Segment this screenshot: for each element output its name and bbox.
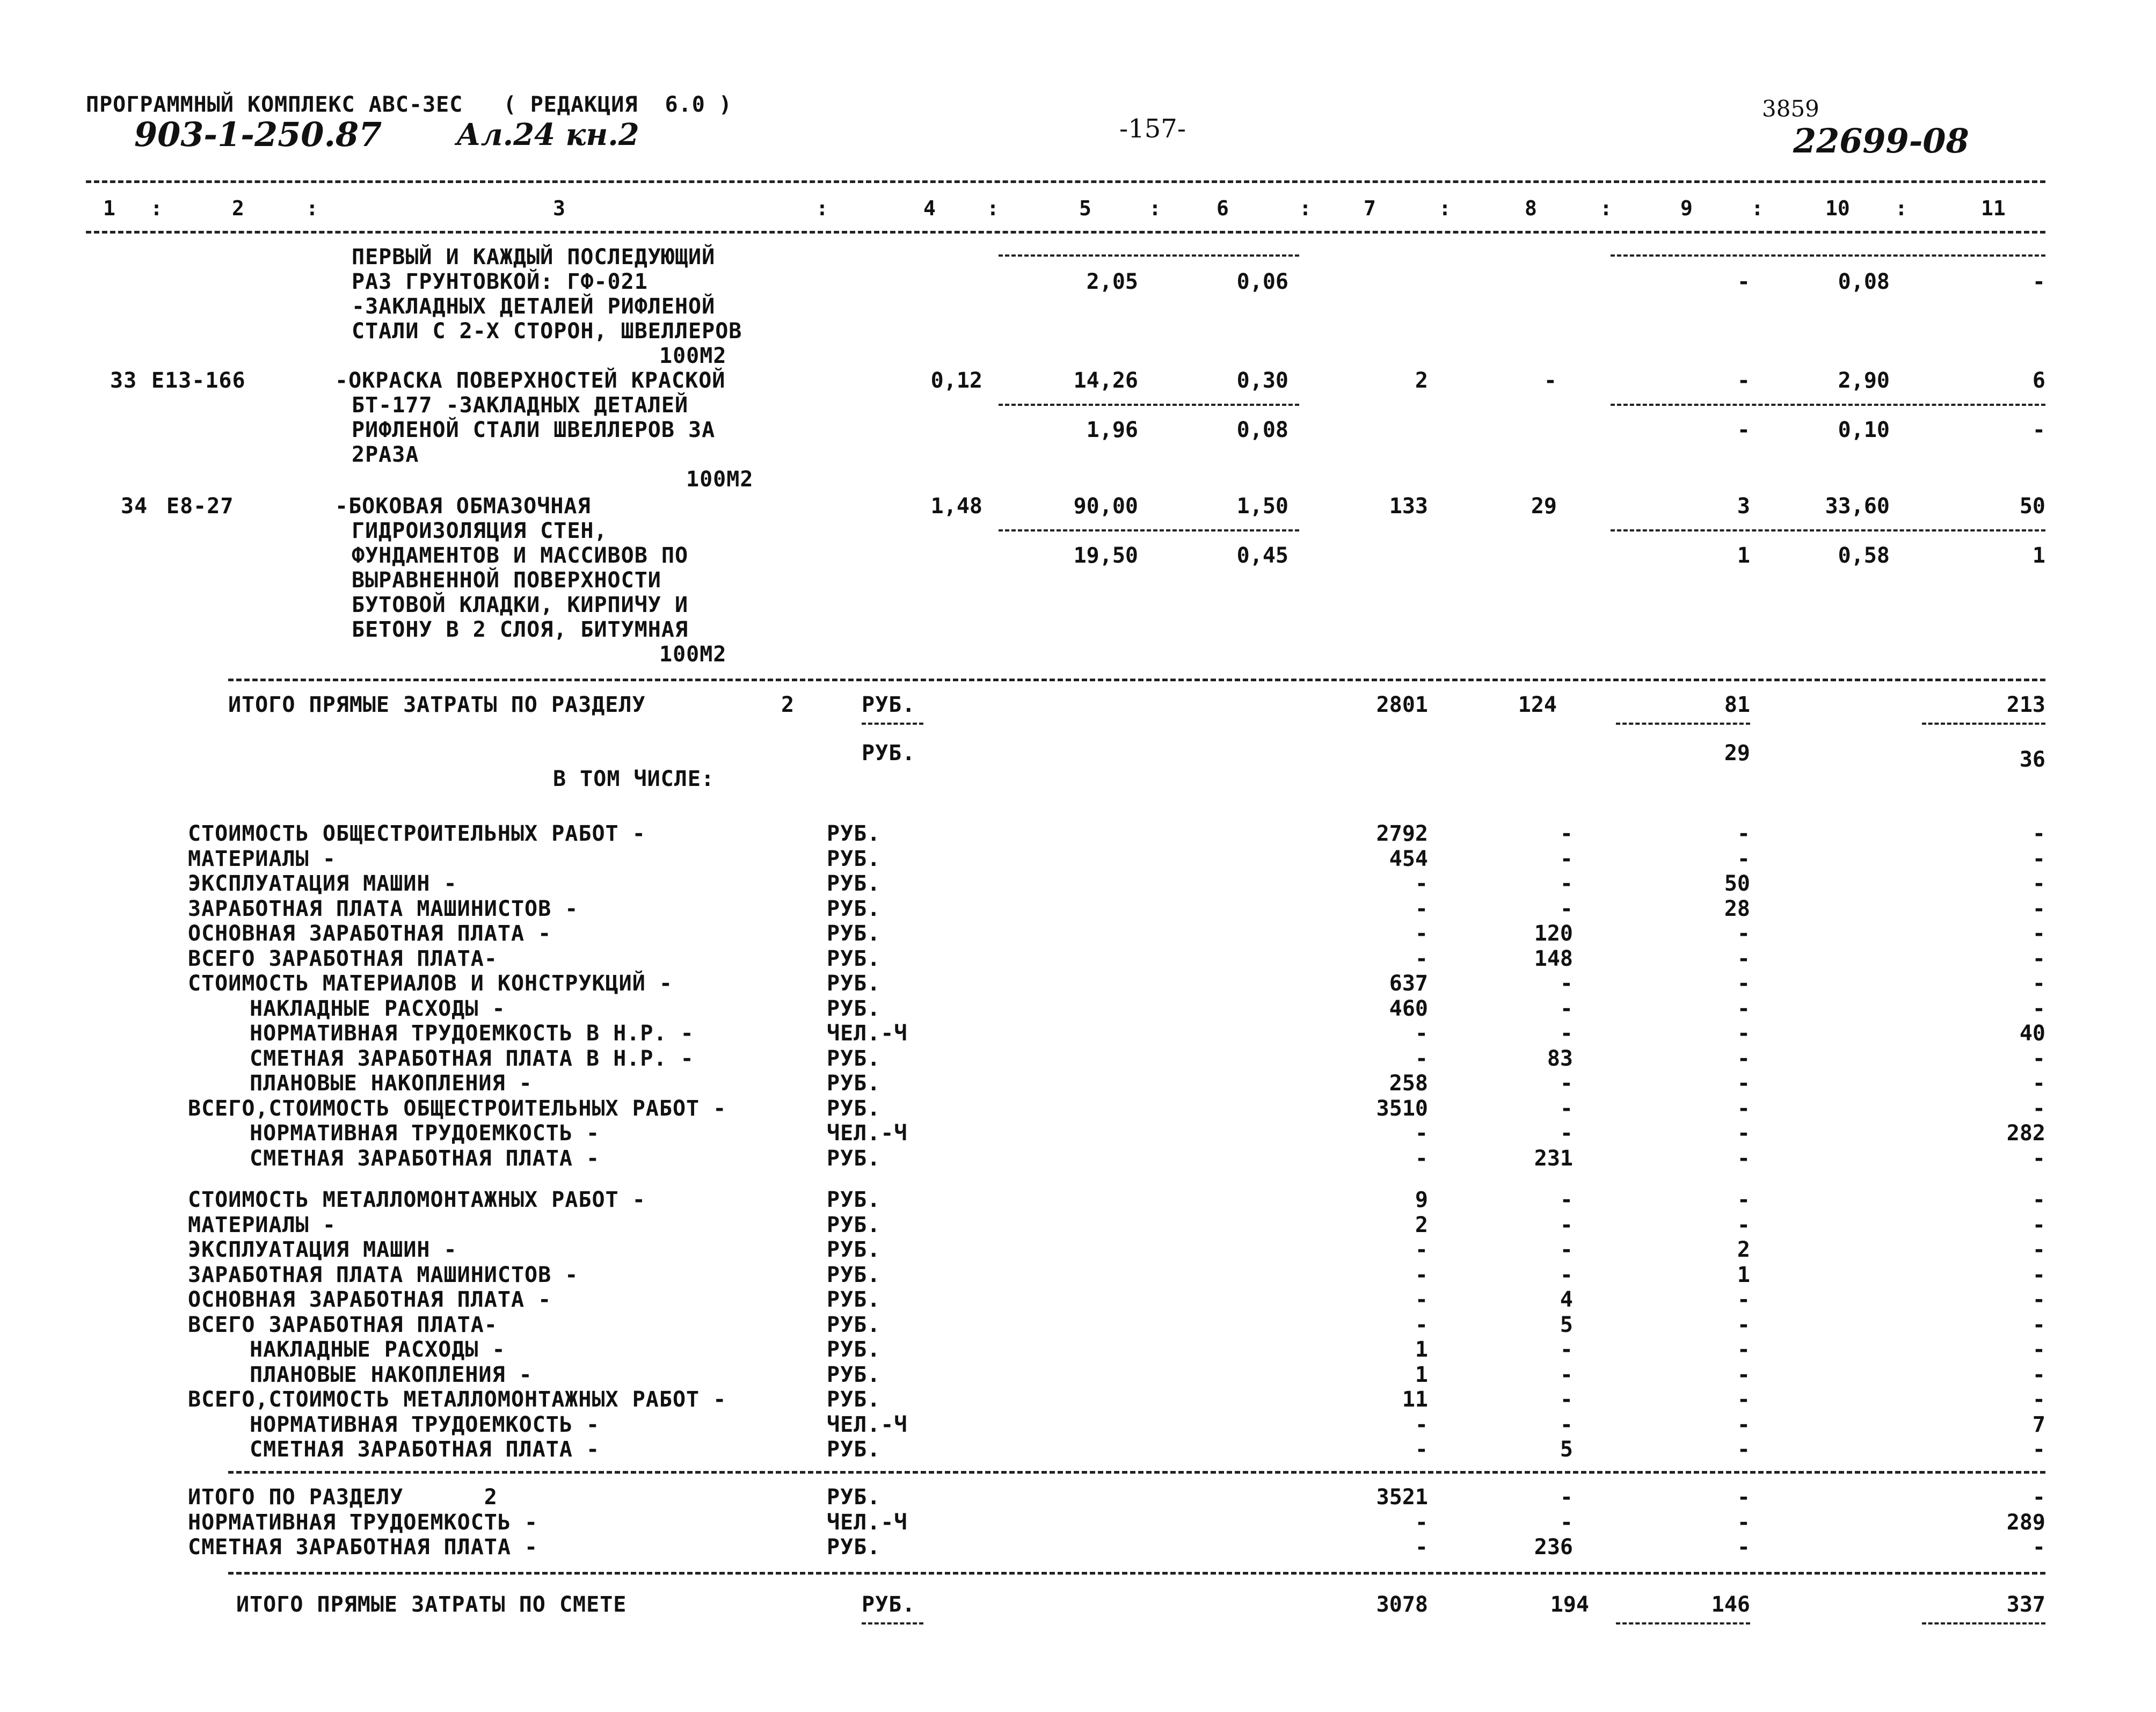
summary-label: ВСЕГО,СТОИМОСТЬ ОБЩЕСТРОИТЕЛЬНЫХ РАБОТ - [188,1096,727,1121]
cell-c7: - [1415,896,1428,921]
col-11: 11 [1981,196,2006,220]
cell-c8: 120 [1534,921,1573,946]
summary-label: МАТЕРИАЛЫ - [188,846,336,871]
row-text-line: БТ-177 -ЗАКЛАДНЫХ ДЕТАЛЕЙ [352,393,689,418]
cell-c11: - [2032,1046,2045,1071]
cell-c7: - [1415,1437,1428,1462]
col-sep: : [306,196,318,220]
cell-c11: - [2032,1312,2045,1337]
cell-c8: 29 [1531,494,1557,519]
cell-c9: - [1737,1535,1750,1560]
stamp-number-top: 3859 [1762,96,1819,122]
cell-c8: 4 [1560,1287,1573,1312]
summary-unit: РУБ. [827,1287,881,1312]
summary-label: НАКЛАДНЫЕ РАСХОДЫ - [250,996,506,1021]
summary-label: ОСНОВНАЯ ЗАРАБОТНАЯ ПЛАТА - [188,921,552,946]
cell-c11: 337 [2006,1592,2045,1617]
cell-c9: - [1737,1021,1750,1046]
cell-c9: - [1737,1096,1750,1121]
cell-c11b: 36 [2019,747,2045,772]
cell-c11a: 6 [2032,368,2045,393]
summary-unit: ЧЕЛ.-Ч [827,1510,908,1535]
row-text-line: ФУНДАМЕНТОВ И МАССИВОВ ПО [352,543,689,568]
row-text-line: ВЫРАВНЕННОЙ ПОВЕРХНОСТИ [352,568,661,593]
summary-label: ВСЕГО ЗАРАБОТНАЯ ПЛАТА- [188,1312,498,1337]
col-1: 1 [103,196,115,220]
row-text-line: -ОКРАСКА ПОВЕРХНОСТЕЙ КРАСКОЙ [335,368,726,393]
section-rule [228,1471,2045,1474]
cell-divider [1616,1622,1750,1624]
cell-c8: - [1560,1121,1573,1146]
cell-c9: - [1737,1146,1750,1171]
cell-c11: 282 [2006,1121,2045,1146]
summary-unit: РУБ. [827,871,881,896]
cell-c7: - [1415,1510,1428,1535]
cell-c8: 194 [1550,1592,1589,1617]
summary-unit: РУБ. [827,1337,881,1362]
unit-underline [862,723,923,725]
total-label: ИТОГО ПРЯМЫЕ ЗАТРАТЫ ПО РАЗДЕЛУ [228,693,646,717]
row-unit: 100М2 [659,642,727,667]
summary-label: ВСЕГО,СТОИМОСТЬ МЕТАЛЛОМОНТАЖНЫХ РАБОТ - [188,1387,727,1412]
summary-label: ИТОГО ПО РАЗДЕЛУ 2 [188,1485,498,1510]
summary-label: СМЕТНАЯ ЗАРАБОТНАЯ ПЛАТА - [250,1437,600,1462]
cell-c7: 1 [1415,1362,1428,1387]
cell-c7: 1 [1415,1337,1428,1362]
cell-c8: - [1560,1071,1573,1096]
row-text-line: ГИДРОИЗОЛЯЦИЯ СТЕН, [352,519,608,543]
doc-reference: 903-1-250.87 [134,115,382,154]
summary-unit: ЧЕЛ.-Ч [827,1121,908,1146]
cell-c7: - [1415,1237,1428,1262]
summary-unit: РУБ. [827,1071,881,1096]
cell-c11: - [2032,1096,2045,1121]
col-4: 4 [923,196,936,220]
cell-c6b: 0,45 [1236,543,1288,568]
cell-c11: - [2032,921,2045,946]
cell-c8: - [1560,971,1573,996]
summary-label: СТОИМОСТЬ ОБЩЕСТРОИТЕЛЬНЫХ РАБОТ - [188,821,646,846]
cell-c11: - [2032,1212,2045,1237]
summary-unit: РУБ. [827,1535,881,1560]
cell-c8: 236 [1534,1535,1573,1560]
cell-c11: - [2032,1188,2045,1212]
cell-c9b: 1 [1737,543,1750,568]
cell-c8: - [1560,821,1573,846]
cell-c9: 146 [1711,1592,1750,1617]
cell-c8: - [1560,1212,1573,1237]
cell-c11: - [2032,1237,2045,1262]
row-code: Е8-27 [166,494,234,519]
cell-c9: 28 [1724,896,1750,921]
cell-c5b: 19,50 [1073,543,1138,568]
cell-c11: - [2032,1287,2045,1312]
row-text-line: РИФЛЕНОЙ СТАЛИ ШВЕЛЛЕРОВ ЗА [352,418,716,442]
cell-c7: 3521 [1376,1485,1428,1510]
cell-c11: - [2032,1387,2045,1412]
cell-c7: 2801 [1376,693,1428,717]
summary-unit: РУБ. [827,1188,881,1212]
summary-unit: РУБ. [827,1362,881,1387]
summary-unit: РУБ. [827,846,881,871]
cell-c7: 2792 [1376,821,1428,846]
total-label: ИТОГО ПРЯМЫЕ ЗАТРАТЫ ПО СМЕТЕ [236,1592,627,1617]
row-text-line: БЕТОНУ В 2 СЛОЯ, БИТУМНАЯ [352,617,689,642]
cell-c7: - [1415,1535,1428,1560]
cell-c7: - [1415,1021,1428,1046]
cell-c8: - [1560,871,1573,896]
cell-c10a: 33,60 [1825,494,1890,519]
cell-c9: 1 [1737,1262,1750,1287]
cell-c9: - [1737,996,1750,1021]
cell-c7: - [1415,1312,1428,1337]
row-divider [1611,254,2045,257]
summary-label: СТОИМОСТЬ МЕТАЛЛОМОНТАЖНЫХ РАБОТ - [188,1188,646,1212]
cell-c7: - [1415,871,1428,896]
cell-c7: 11 [1402,1387,1428,1412]
cell-c9: - [1737,1485,1750,1510]
cell-c4: 0,12 [930,368,982,393]
cell-c11: - [2032,996,2045,1021]
cell-c10a: 2,90 [1838,368,1890,393]
cell-c9: - [1737,1362,1750,1387]
cell-c7: 637 [1389,971,1428,996]
section-rule [228,1572,2045,1575]
summary-unit: РУБ. [827,896,881,921]
row-number: 33 [110,368,137,393]
col-8: 8 [1525,196,1537,220]
cell-c9: - [1737,1121,1750,1146]
total-unit: РУБ. [862,693,916,717]
col-6: 6 [1217,196,1229,220]
cell-c9: 50 [1724,871,1750,896]
cell-c7: - [1415,1146,1428,1171]
cell-c9: - [1737,1312,1750,1337]
summary-label: ОСНОВНАЯ ЗАРАБОТНАЯ ПЛАТА - [188,1287,552,1312]
row-unit: 100М2 [686,467,754,492]
cell-c11a: 213 [2006,693,2045,717]
summary-unit: РУБ. [827,1437,881,1462]
col-sep: : [1299,196,1312,220]
cell-c5b: 2,05 [1086,269,1138,294]
cell-c8: - [1560,1021,1573,1046]
summary-label: ЗАРАБОТНАЯ ПЛАТА МАШИНИСТОВ - [188,896,579,921]
col-5: 5 [1079,196,1091,220]
cell-c11: - [2032,1262,2045,1287]
summary-label: СМЕТНАЯ ЗАРАБОТНАЯ ПЛАТА - [250,1146,600,1171]
cell-c8: - [1560,1387,1573,1412]
cell-c7: 3078 [1376,1592,1428,1617]
summary-unit: РУБ. [827,821,881,846]
cell-c8: - [1560,1096,1573,1121]
cell-c8: - [1560,1188,1573,1212]
col-sep: : [1895,196,1907,220]
cell-c9: - [1737,1071,1750,1096]
summary-label: ПЛАНОВЫЕ НАКОПЛЕНИЯ - [250,1362,533,1387]
row-text-line: -БОКОВАЯ ОБМАЗОЧНАЯ [335,494,591,519]
cell-c8: 83 [1547,1046,1573,1071]
cell-c9: - [1737,821,1750,846]
row-code: Е13-166 [151,368,246,393]
row-divider [1611,404,2045,406]
cell-c9: - [1737,1437,1750,1462]
unit-underline [862,1622,923,1624]
col-sep: : [1600,196,1612,220]
cell-c9: - [1737,1387,1750,1412]
cell-c11: - [2032,946,2045,971]
row-divider [999,254,1299,257]
cell-c11: - [2032,1437,2045,1462]
cell-c5a: 90,00 [1073,494,1138,519]
header-rule-top [86,180,2045,183]
summary-unit: РУБ. [827,946,881,971]
row-number: 34 [121,494,148,519]
cell-c6b: 0,06 [1236,269,1288,294]
summary-unit: РУБ. [827,1262,881,1287]
cell-c7: - [1415,1121,1428,1146]
col-9: 9 [1680,196,1693,220]
cell-c9: - [1737,1510,1750,1535]
program-title: ПРОГРАММНЫЙ КОМПЛЕКС АВС-3ЕС ( РЕДАКЦИЯ 6.0 ) [86,92,732,117]
cell-c11: - [2032,846,2045,871]
cell-c9: - [1737,1188,1750,1212]
row-unit: 100М2 [659,344,727,368]
summary-label: ВСЕГО ЗАРАБОТНАЯ ПЛАТА- [188,946,498,971]
row-text-line: СТАЛИ С 2-Х СТОРОН, ШВЕЛЛЕРОВ [352,319,742,344]
col-sep: : [1439,196,1451,220]
cell-c9: - [1737,971,1750,996]
cell-c7: - [1415,1287,1428,1312]
total-unit-2: РУБ. [862,741,916,766]
cell-c11: 40 [2019,1021,2045,1046]
row-divider [999,529,1299,531]
cell-c11: - [2032,1485,2045,1510]
cell-c7: 454 [1389,846,1428,871]
summary-label: МАТЕРИАЛЫ - [188,1212,336,1237]
cell-c8: 124 [1518,693,1557,717]
summary-unit: РУБ. [827,1387,881,1412]
cell-c7: - [1415,1262,1428,1287]
cell-c9a: 81 [1724,693,1750,717]
cell-c10b: 0,10 [1838,418,1890,442]
col-sep: : [987,196,999,220]
summary-label: НОРМАТИВНАЯ ТРУДОЕМКОСТЬ - [250,1121,600,1146]
including-label: В ТОМ ЧИСЛЕ: [553,767,715,791]
col-3: 3 [553,196,565,220]
cell-c8: - [1543,368,1557,393]
cell-c7: - [1415,946,1428,971]
col-sep: : [816,196,828,220]
summary-unit: РУБ. [827,996,881,1021]
cell-c9: - [1737,846,1750,871]
col-2: 2 [232,196,244,220]
row-text-line: ПЕРВЫЙ И КАЖДЫЙ ПОСЛЕДУЮЩИЙ [352,245,716,269]
cell-c5b: 1,96 [1086,418,1138,442]
summary-label: ПЛАНОВЫЕ НАКОПЛЕНИЯ - [250,1071,533,1096]
summary-label: СТОИМОСТЬ МАТЕРИАЛОВ И КОНСТРУКЦИЙ - [188,971,673,996]
cell-c9: - [1737,1412,1750,1437]
summary-unit: РУБ. [827,1485,881,1510]
cell-c9: - [1737,1287,1750,1312]
summary-label: НАКЛАДНЫЕ РАСХОДЫ - [250,1337,506,1362]
cell-c10b: 0,08 [1838,269,1890,294]
cell-c9: 2 [1737,1237,1750,1262]
header-rule-bottom [86,231,2045,234]
cell-c11a: 50 [2019,494,2045,519]
cell-c7: 2 [1415,368,1428,393]
summary-label: ЭКСПЛУАТАЦИЯ МАШИН - [188,1237,457,1262]
summary-unit: ЧЕЛ.-Ч [827,1412,908,1437]
col-sep: : [150,196,163,220]
cell-c7: 3510 [1376,1096,1428,1121]
cell-c8: - [1560,996,1573,1021]
cell-c8: 231 [1534,1146,1573,1171]
total-unit: РУБ. [862,1592,916,1617]
cell-c11: - [2032,971,2045,996]
stamp-number: 22699-08 [1793,121,1969,161]
summary-unit: РУБ. [827,921,881,946]
cell-c8: - [1560,1262,1573,1287]
cell-c7: - [1415,1412,1428,1437]
cell-c6a: 0,30 [1236,368,1288,393]
total-section-number: 2 [781,693,795,717]
cell-c8: - [1560,846,1573,871]
cell-c11: 289 [2006,1510,2045,1535]
section-rule [228,679,2045,681]
cell-c9b: - [1737,418,1750,442]
cell-c8: 148 [1534,946,1573,971]
summary-unit: РУБ. [827,1146,881,1171]
cell-c7: 133 [1389,494,1428,519]
cell-c9: - [1737,946,1750,971]
cell-c8: - [1560,1412,1573,1437]
cell-c9: - [1737,1046,1750,1071]
cell-divider [1922,723,2045,725]
cell-c9: - [1737,921,1750,946]
cell-c8: - [1560,1510,1573,1535]
summary-unit: РУБ. [827,1312,881,1337]
cell-c8: - [1560,896,1573,921]
summary-unit: РУБ. [827,1212,881,1237]
cell-c8: - [1560,1237,1573,1262]
cell-c8: 5 [1560,1312,1573,1337]
cell-c11: - [2032,1146,2045,1171]
cell-c11: - [2032,821,2045,846]
cell-c11b: - [2032,418,2045,442]
cell-c9b: - [1737,269,1750,294]
summary-label: СМЕТНАЯ ЗАРАБОТНАЯ ПЛАТА - [188,1535,538,1560]
cell-c7: 460 [1389,996,1428,1021]
cell-c9b: 29 [1724,741,1750,766]
cell-divider [1616,723,1750,725]
col-10: 10 [1825,196,1850,220]
cell-c8: - [1560,1485,1573,1510]
summary-unit: РУБ. [827,971,881,996]
cell-c11: - [2032,896,2045,921]
sheet-reference: Ал.24 кн.2 [456,117,639,152]
row-divider [1611,529,2045,531]
cell-c11b: - [2032,269,2045,294]
summary-unit: РУБ. [827,1096,881,1121]
cell-c8: - [1560,1337,1573,1362]
cell-c6a: 1,50 [1236,494,1288,519]
cell-c4: 1,48 [930,494,982,519]
summary-label: НОРМАТИВНАЯ ТРУДОЕМКОСТЬ - [250,1412,600,1437]
cell-c7: - [1415,921,1428,946]
cell-c10b: 0,58 [1838,543,1890,568]
cell-c9: - [1737,1212,1750,1237]
cell-divider [1922,1622,2045,1624]
cell-c11: 7 [2032,1412,2045,1437]
summary-label: НОРМАТИВНАЯ ТРУДОЕМКОСТЬ - [188,1510,538,1535]
row-text-line: -ЗАКЛАДНЫХ ДЕТАЛЕЙ РИФЛЕНОЙ [352,294,716,319]
row-text-line: 2РАЗА [352,442,419,467]
summary-unit: РУБ. [827,1237,881,1262]
cell-c11: - [2032,1535,2045,1560]
cell-c7: 258 [1389,1071,1428,1096]
row-text-line: БУТОВОЙ КЛАДКИ, КИРПИЧУ И [352,593,689,617]
summary-unit: РУБ. [827,1046,881,1071]
page-number: -157- [1119,114,1186,144]
summary-label: НОРМАТИВНАЯ ТРУДОЕМКОСТЬ В Н.Р. - [250,1021,694,1046]
row-text-line: РАЗ ГРУНТОВКОЙ: ГФ-021 [352,269,648,294]
cell-c7: 9 [1415,1188,1428,1212]
summary-label: ЗАРАБОТНАЯ ПЛАТА МАШИНИСТОВ - [188,1262,579,1287]
cell-c11: - [2032,871,2045,896]
cell-c7: 2 [1415,1212,1428,1237]
summary-label: ЭКСПЛУАТАЦИЯ МАШИН - [188,871,457,896]
row-divider [999,404,1299,406]
cell-c11b: 1 [2032,543,2045,568]
cell-c6b: 0,08 [1236,418,1288,442]
cell-c9a: 3 [1737,494,1750,519]
col-sep: : [1751,196,1764,220]
col-7: 7 [1364,196,1376,220]
cell-c5a: 14,26 [1073,368,1138,393]
col-sep: : [1149,196,1161,220]
cell-c11: - [2032,1362,2045,1387]
cell-c11: - [2032,1071,2045,1096]
summary-label: СМЕТНАЯ ЗАРАБОТНАЯ ПЛАТА В Н.Р. - [250,1046,694,1071]
cell-c9a: - [1737,368,1750,393]
cell-c11: - [2032,1337,2045,1362]
cell-c7: - [1415,1046,1428,1071]
cell-c8: 5 [1560,1437,1573,1462]
cell-c9: - [1737,1337,1750,1362]
cell-c8: - [1560,1362,1573,1387]
summary-unit: ЧЕЛ.-Ч [827,1021,908,1046]
